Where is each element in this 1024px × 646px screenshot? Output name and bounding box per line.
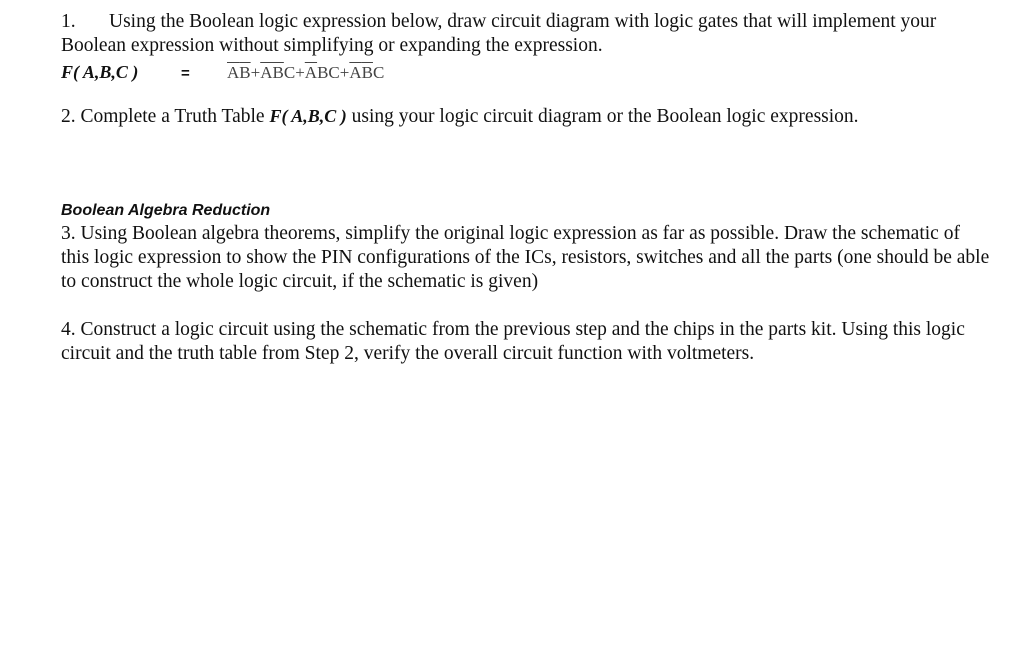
plus-operator: + xyxy=(295,63,305,82)
plus-operator: + xyxy=(250,63,261,82)
variable: B xyxy=(317,63,329,82)
complemented-variable: $\overline{A}$ xyxy=(260,63,273,82)
plus-operator: + xyxy=(339,63,350,82)
expression-term xyxy=(260,63,295,82)
expression-term xyxy=(227,63,251,82)
question-2-suffix: using your logic circuit diagram or the Boolean logic expression. xyxy=(351,106,859,127)
boolean-expression xyxy=(227,63,384,82)
variable: C xyxy=(372,63,385,82)
question-1-text: Using the Boolean logic expression below, draw circuit diagram with logic gates that will implement your Boolean expression without simplifying or expanding the expression. xyxy=(61,11,937,56)
question-3: 3. Using Boolean algebra theorems, simplify the original logic expression as far as possible. Draw the schematic of this logic expression to show the PIN configurations of the ICs, resistors, switches and all the parts (one should be able to construct the whole logic circuit, if the schematic is given) xyxy=(61,223,990,292)
question-2 xyxy=(61,104,859,129)
complemented-variable: $\overline{A}$ xyxy=(349,63,362,82)
variable: C xyxy=(328,63,340,82)
complemented-variable: $\overline{B}$ xyxy=(361,63,373,82)
section-heading: Boolean Algebra Reduction xyxy=(61,202,271,219)
variable: C xyxy=(283,63,296,82)
question-1 xyxy=(61,10,991,58)
question-4: 4. Construct a logic circuit using the schematic from the previous step and the chips in the parts kit. Using this logic circuit and the truth table from Step 2, verify the overall circuit function with voltmeters. xyxy=(61,319,965,364)
boolean-expression-line xyxy=(61,62,384,86)
expression-term xyxy=(349,63,384,82)
function-label: F( A,B,C ) xyxy=(61,62,139,82)
expression-term xyxy=(305,63,340,82)
complemented-variable: $\overline{A}$ xyxy=(304,63,318,82)
complemented-variable: $\overline{B}$ xyxy=(272,63,284,82)
question-2-prefix: 2. Complete a Truth Table xyxy=(61,106,265,127)
question-1-number: 1. xyxy=(61,11,76,32)
equals-sign: = xyxy=(181,65,190,82)
complemented-variable: $\overline{A}$ xyxy=(227,63,240,82)
complemented-variable: $\overline{B}$ xyxy=(239,63,251,82)
question-2-function: F( A,B,C ) xyxy=(269,106,347,126)
